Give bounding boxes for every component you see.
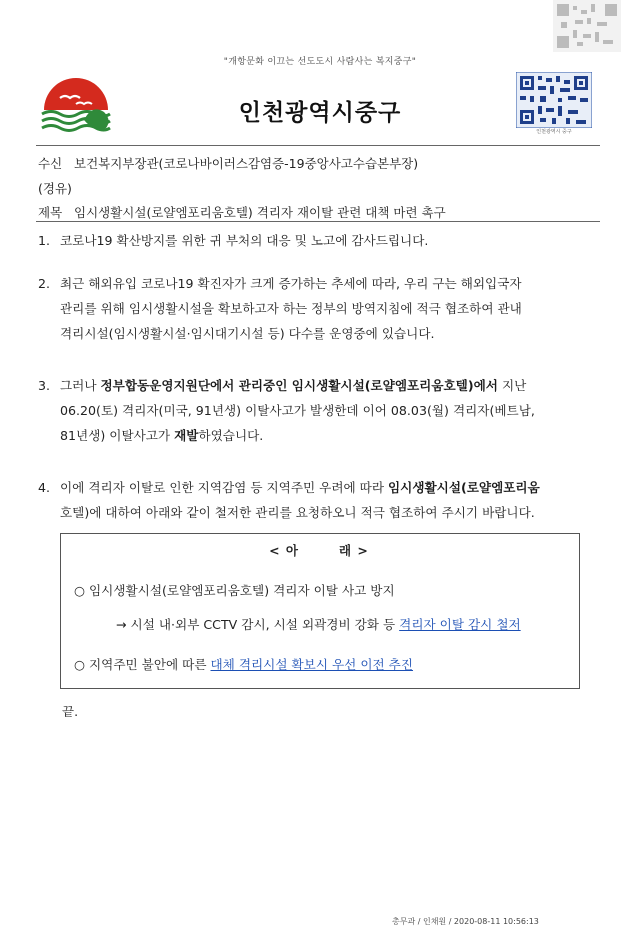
- paragraph-text: 지난: [501, 378, 527, 393]
- subject-line: [38, 203, 446, 221]
- notice-text: ○ 지역주민 불안에 따른: [74, 657, 207, 672]
- header-divider: [36, 145, 600, 146]
- paragraph-text: 코로나19 확산방지를 위한 귀 부처의 대응 및 노고에 감사드립니다.: [60, 233, 429, 248]
- paragraph-text: 관리를 위해 임시생활시설을 확보하고자 하는 정부의 방역지침에 적극 협조하여 관내: [60, 301, 522, 316]
- footer-info: 총무과 / 인채원 / 2020-08-11 10:56:13: [392, 917, 539, 926]
- highlight-text: 대체 격리시설 확보시 우선 이전 추진: [210, 657, 414, 672]
- slogan: "개항문화 이끄는 선도도시 사람사는 복지중구": [223, 57, 417, 67]
- notice-title-part: < 아: [269, 543, 299, 558]
- paragraph-1: [38, 228, 428, 253]
- recipient-line: [38, 154, 418, 172]
- paragraph-text: 이에 격리자 이탈로 인한 지역감염 등 지역주민 우려에 따라: [60, 480, 384, 495]
- subject-label: 제목: [38, 205, 63, 220]
- recipient: 보건복지부장관(코로나바이러스감염증-19중앙사고수습본부장): [74, 156, 419, 171]
- notice-item-2: [74, 654, 413, 673]
- notice-box-title: [60, 541, 578, 559]
- organization-title: 인천광역시중구: [238, 100, 402, 126]
- qr-caption: 인천광역시 중구: [536, 129, 572, 135]
- paragraph-number: 1.: [38, 233, 51, 248]
- paragraph-number: 2.: [38, 276, 51, 291]
- emphasis-text: 정부합동운영지원단에서 관리중인 임시생활시설(로얄엠포리움호텔)에서: [100, 378, 498, 393]
- paragraph-2: [38, 271, 522, 346]
- highlight-text: 격리자 이탈 감시 철저: [399, 617, 521, 632]
- paragraph-4: [38, 475, 540, 525]
- paragraph-text: 06.20(토) 격리자(미국, 91년생) 이탈사고가 발생한데 이어 08.03(월) 격리자(베트남,: [60, 403, 535, 418]
- notice-item-1: ○ 임시생활시설(로얄엠포리움호텔) 격리자 이탈 사고 방지: [74, 583, 395, 598]
- end-mark: 끝.: [62, 704, 79, 719]
- recipient-label: 수신: [38, 156, 63, 171]
- subject-divider: [36, 221, 600, 222]
- notice-text: → 시설 내·외부 CCTV 감시, 시설 외곽경비 강화 등: [116, 617, 396, 632]
- notice-item-1-sub: [116, 614, 521, 633]
- paragraph-text: 호텔)에 대하여 아래와 같이 철저한 관리를 요청하오니 적극 협조하여 주시기 바랍니다.: [60, 505, 535, 520]
- paragraph-3: [38, 373, 535, 448]
- emphasis-text: 임시생활시설(로얄엠포리움: [388, 480, 540, 495]
- subject: 임시생활시설(로얄엠포리움호텔) 격리자 재이탈 관련 대책 마련 촉구: [74, 205, 446, 220]
- paragraph-text: 그러나: [60, 378, 97, 393]
- qr-code-image[interactable]: [516, 72, 592, 136]
- notice-title-part: 래 >: [339, 543, 369, 558]
- stamp-qr-image: [553, 0, 621, 52]
- emphasis-text: 재발: [174, 428, 199, 443]
- paragraph-text: 최근 해외유입 코로나19 확진자가 크게 증가하는 추세에 따라, 우리 구는 해외입국자: [60, 276, 522, 291]
- paragraph-number: 4.: [38, 480, 51, 495]
- paragraph-number: 3.: [38, 378, 51, 393]
- paragraph-text: 격리시설(임시생활시설·임시대기시설 등) 다수를 운영중에 있습니다.: [60, 326, 435, 341]
- paragraph-text: 하였습니다.: [198, 428, 264, 443]
- paragraph-text: 81년생) 이탈사고가: [60, 428, 171, 443]
- via-line: (경유): [38, 181, 72, 196]
